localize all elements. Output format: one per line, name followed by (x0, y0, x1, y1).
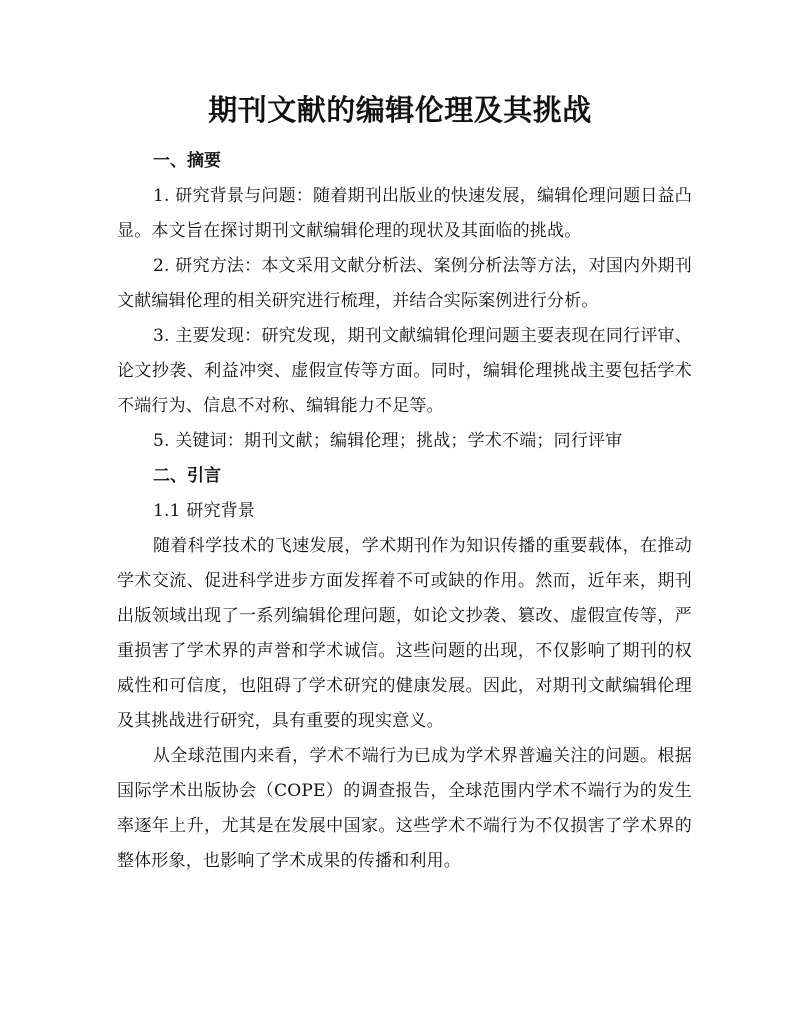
document-title: 期刊文献的编辑伦理及其挑战 (208, 93, 592, 127)
introduction-paragraph: 从全球范围内来看，学术不端行为已成为学术界普遍关注的问题。根据国际学术出版协会（COPE）的调查报告，全球范围内学术不端行为的发生率逐年上升，尤其是在发展中国家。这些学术不端行为不仅损害了学术界的整体形象，也影响了学术成果的传播和利用。 (117, 746, 692, 871)
document-body (117, 144, 692, 879)
abstract-keywords-paragraph: 5. 关键词：期刊文献；编辑伦理；挑战；学术不端；同行评审 (153, 431, 623, 451)
section-abstract (117, 144, 692, 459)
abstract-method-paragraph: 2. 研究方法：本文采用文献分析法、案例分析法等方法，对国内外期刊文献编辑伦理的相关研究进行梳理，并结合实际案例进行分析。 (117, 256, 692, 311)
introduction-paragraph: 随着科学技术的飞速发展，学术期刊作为知识传播的重要载体，在推动学术交流、促进科学进步方面发挥着不可或缺的作用。然而，近年来，期刊出版领域出现了一系列编辑伦理问题，如论文抄袭、篡改、虚假宣传等，严重损害了学术界的声誉和学术诚信。这些问题的出现，不仅影响了期刊的权威性和可信度，也阻碍了学术研究的健康发展。因此，对期刊文献编辑伦理及其挑战进行研究，具有重要的现实意义。 (117, 536, 692, 731)
section-introduction (117, 459, 692, 879)
section-heading-introduction: 二、引言 (153, 466, 221, 486)
abstract-background-paragraph: 1. 研究背景与问题：随着期刊出版业的快速发展，编辑伦理问题日益凸显。本文旨在探讨期刊文献编辑伦理的现状及其面临的挑战。 (117, 186, 692, 241)
subsection-heading-research-background: 1.1 研究背景 (153, 501, 256, 521)
abstract-findings-paragraph: 3. 主要发现：研究发现，期刊文献编辑伦理问题主要表现在同行评审、论文抄袭、利益冲突、虚假宣传等方面。同时，编辑伦理挑战主要包括学术不端行为、信息不对称、编辑能力不足等。 (117, 326, 692, 416)
section-heading-abstract: 一、摘要 (153, 151, 221, 171)
